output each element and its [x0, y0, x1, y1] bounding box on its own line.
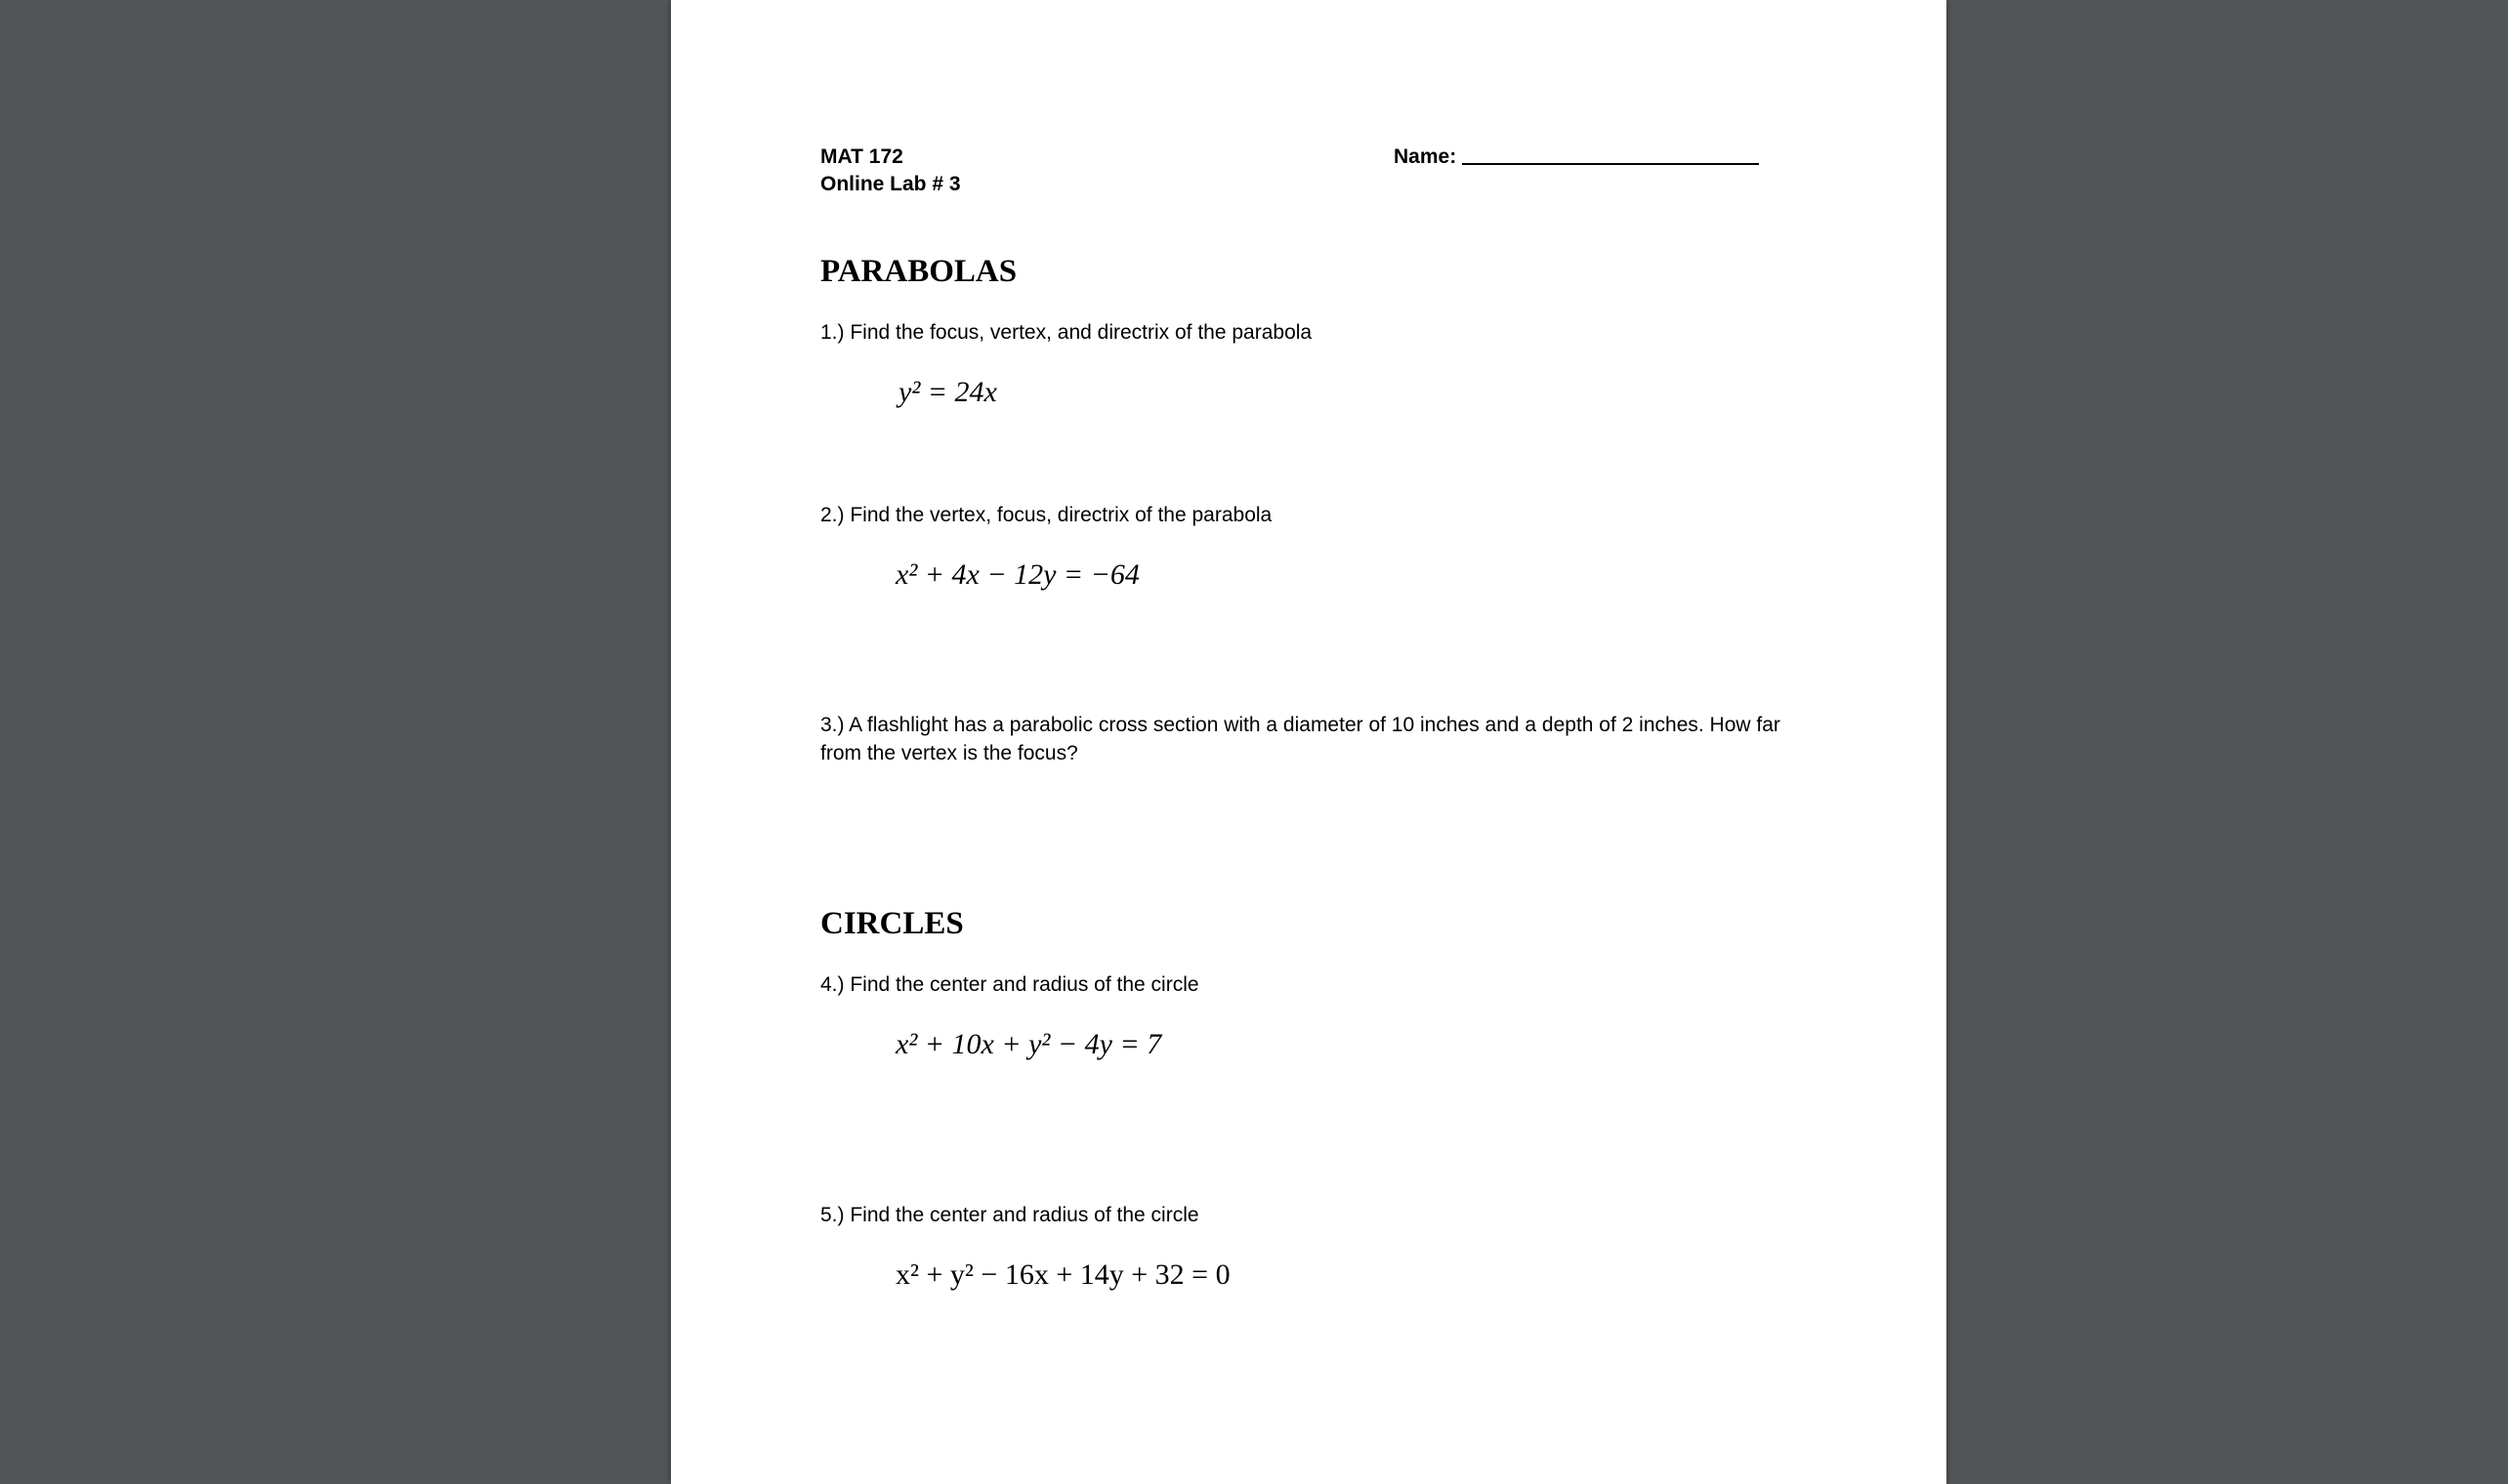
name-blank-line — [1462, 163, 1759, 165]
course-code: MAT 172 — [820, 145, 903, 168]
question-3-text: 3.) A flashlight has a parabolic cross section with a diameter of 10 inches and a depth of 2 inches. How far from the vertex is the focus? — [820, 714, 1780, 764]
question-1-equation: y² = 24x — [899, 376, 997, 408]
section-title-circles: CIRCLES — [820, 906, 964, 941]
name-field — [1394, 144, 1759, 171]
lab-title: Online Lab # 3 — [820, 173, 961, 195]
question-5-text: 5.) Find the center and radius of the circle — [820, 1204, 1199, 1226]
name-label: Name: — [1394, 145, 1457, 168]
question-4-text: 4.) Find the center and radius of the circle — [820, 973, 1199, 996]
document-page — [671, 0, 1946, 1484]
section-title-parabolas: PARABOLAS — [820, 254, 1018, 289]
question-1-text: 1.) Find the focus, vertex, and directrix of the parabola — [820, 321, 1313, 344]
question-2-equation: x² + 4x − 12y = −64 — [896, 558, 1140, 591]
question-5-equation: x² + y² − 16x + 14y + 32 = 0 — [896, 1258, 1231, 1291]
question-4-equation: x² + 10x + y² − 4y = 7 — [896, 1028, 1162, 1060]
question-2-text: 2.) Find the vertex, focus, directrix of the parabola — [820, 504, 1273, 526]
